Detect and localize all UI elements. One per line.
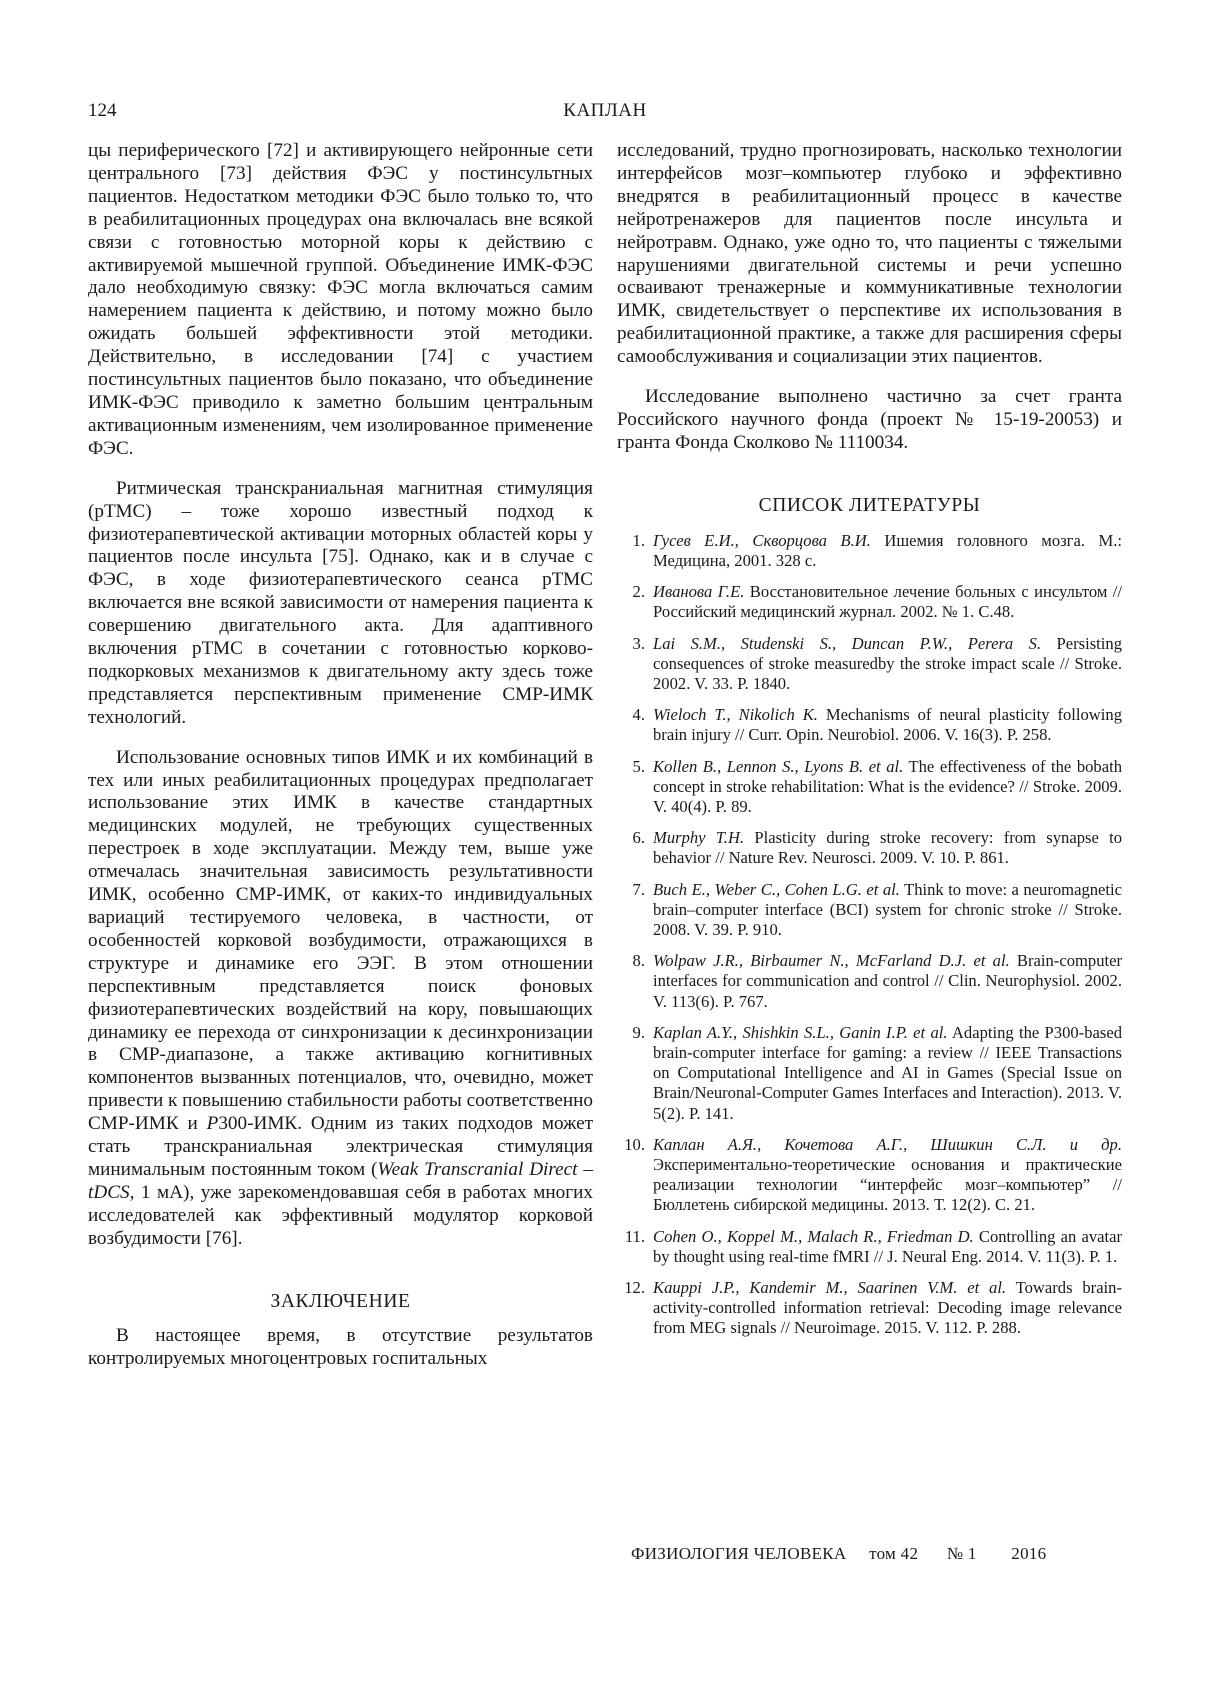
paragraph: исследований, трудно прогнозировать, насколько технологии интерфейсов мозг–компьютер глубоко и эффективно внедрятся в реабилитационный процесс в качестве нейротренажеров для пациентов после инсульта и нейротравм. Однако, уже одно то, что пациенты с тяжелыми нарушениями двигательной системы и речи успешно осваивают тренажерные и коммуникативные технологии ИМК, свидетельствует о перспективе их использования в реабилитационной практике, а также для расширения сферы самообслуживания и социализации этих пациентов.: [617, 140, 1122, 368]
paragraph: цы периферического [72] и активирующего нейронные сети центрального [73] действия ФЭС у постинсультных пациентов. Недостатком методики ФЭС было только то, что в реабилитационных процедурах она включалась вне всякой связи с готовностью моторной коры к действию с активируемой мышечной группой. Объединение ИМК-ФЭС дало необходимую связку: ФЭС могла включаться самим намерением пациента к действию, и потому можно было ожидать большей эффективности этой методики. Действительно, в исследовании [74] с участием постинсультных пациентов было показано, что объединение ИМК-ФЭС приводило к заметно большим центральным активационным изменениям, чем изолированное применение ФЭС.: [88, 140, 593, 459]
reference-authors: Иванова Г.Е.: [653, 582, 745, 602]
reference-text: Persisting consequences of stroke measuredby the stroke impact scale // Stroke. 2002. V. 33. P. 1840.: [653, 633, 1123, 693]
reference-item: [617, 531, 1122, 571]
reference-item: [617, 1023, 1122, 1124]
paragraph-text: Использование основных типов ИМК и их комбинаций в тех или иных реабилитационных процедурах предполагает использование этих ИМК в качестве стандартных медицинских модулей, не требующих существенных перестроек в ходе эксплуатации. Между тем, выше уже отмечалась значительная зависимость результативности ИМК, особенно СМР-ИМК, от каких-то индивидуальных вариаций тестируемого человека, в частности, от особенностей корковой возбудимости, отражающихся в структуре и динамике его ЭЭГ. В этом отношении перспективным представляется поиск фоновых физиотерапевтических воздействий на кору, повышающих динамику ее перехода от синхронизации к десинхронизации в СМР-диапазоне, а также активацию когнитивных компонентов вызванных потенциалов, что, очевидно, может привести к повышению стабильности работы соответственно СМР-ИМК и: [88, 746, 593, 1135]
reference-number: 8.: [632, 951, 645, 971]
page-header: [88, 100, 1122, 126]
journal-volume: том 42: [869, 1544, 919, 1563]
reference-item: [617, 1135, 1122, 1216]
reference-number: 6.: [632, 828, 645, 848]
paragraph-italic: Р: [206, 1113, 219, 1135]
reference-authors: Гусев Е.И., Скворцова В.И.: [653, 530, 871, 550]
reference-item: [617, 757, 1122, 818]
reference-number: 10.: [624, 1134, 645, 1154]
reference-number: 11.: [624, 1226, 645, 1246]
reference-authors: Wolpaw J.R., Birbaumer N., McFarland D.J. et al.: [653, 951, 1010, 971]
paragraph: Ритмическая транскраниальная магнитная стимуляция (рТМС) – тоже хорошо известный подход к физиотерапевтической активации моторных областей коры у пациентов после инсульта [75]. Однако, как и в случае с ФЭС, в ходе физиотерапевтического сеанса рТМС включается вне всякой зависимости от намерения пациента к совершению двигательного акта. Для адаптивного включения рТМС в сочетании с готовностью корково-подкорковых механизмов к двигательному акту здесь тоже представляется перспективным применение СМР-ИМК технологий.: [88, 477, 593, 728]
reference-text: Plasticity during stroke recovery: from synapse to behavior // Nature Rev. Neurosci. 2009. V. 10. P. 861.: [653, 828, 1122, 868]
reference-text: Think to move: a neuromagnetic brain–computer interface (BCI) system for chronic stroke // Stroke. 2008. V. 39. P. 910.: [653, 879, 1122, 940]
reference-text: Ишемия головного мозга. М.: Медицина, 2001. 328 с.: [653, 530, 1123, 570]
section-heading-conclusion: ЗАКЛЮЧЕНИЕ: [270, 1290, 411, 1312]
reference-text: Towards brain-activity-controlled information retrieval: Decoding image relevance from MEG signals // Neuroimage. 2015. V. 112. P. 288.: [653, 1278, 1122, 1338]
reference-authors: Kollen B., Lennon S., Lyons B. et al.: [653, 756, 904, 776]
reference-text: Controlling an avatar by thought using real-time fMRI // J. Neural Eng. 2014. V. 11(3). P. 1.: [653, 1226, 1122, 1266]
reference-item: [617, 951, 1122, 1012]
reference-number: 5.: [632, 756, 645, 776]
paragraph: [88, 747, 593, 1251]
journal-year: 2016: [1011, 1544, 1047, 1563]
reference-authors: Каплан А.Я., Кочетова А.Г., Шишкин С.Л. и др.: [653, 1134, 1122, 1154]
reference-list: [617, 531, 1122, 1339]
reference-authors: Kauppi J.P., Kandemir M., Saarinen V.M. et al.: [653, 1278, 1007, 1298]
reference-number: 12.: [624, 1278, 645, 1298]
reference-authors: Buch E., Weber C., Cohen L.G. et al.: [653, 879, 900, 899]
left-column: [88, 140, 593, 1387]
reference-text: The effectiveness of the bobath concept in stroke rehabilitation: What is the evidence? // Stroke. 2009. V. 40(4). P. 89.: [653, 756, 1122, 817]
reference-text: Экспериментально-теоретические основания и практические реализации технологии “интерфейс мозг–компьютер” // Бюллетень сибирской медицины. 2013. Т. 12(2). С. 21.: [653, 1155, 1122, 1215]
reference-item: [617, 582, 1122, 622]
reference-text: Восстановительное лечение больных с инсультом // Российский медицинский журнал. 2002. № 1. С.48.: [653, 582, 1123, 622]
running-head: КАПЛАН: [563, 100, 647, 121]
reference-authors: Lai S.M., Studenski S., Duncan P.W., Perera S.: [653, 633, 1042, 653]
right-column: [617, 140, 1122, 1350]
reference-number: 9.: [632, 1022, 645, 1042]
paragraph-text: 300-ИМК. Одним из таких подходов может стать транскраниальная электрическая стимуляция минимальным постоянным током (: [88, 1113, 593, 1180]
reference-number: 3.: [632, 633, 645, 653]
reference-text: Adapting the P300-based brain-computer interface for gaming: a review // IEEE Transactions on Computational Intelligence and AI in Games (Special Issue on Brain/Neuronal-Computer Games Interfaces and Interaction). 2013. V. 5(2). P. 141.: [653, 1022, 1122, 1123]
journal-issue: № 1: [946, 1544, 977, 1563]
section-heading-references: СПИСОК ЛИТЕРАТУРЫ: [758, 494, 981, 516]
reference-number: 2.: [632, 582, 645, 602]
page-number: 124: [88, 100, 117, 121]
reference-item: [617, 634, 1122, 695]
reference-item: [617, 880, 1122, 941]
reference-text: Brain-computer interfaces for communication and control // Clin. Neurophysiol. 2002. V. 113(6). P. 767.: [653, 951, 1122, 1011]
reference-text: Mechanisms of neural plasticity following brain injury // Curr. Opin. Neurobiol. 2006. V. 16(3). P. 258.: [653, 705, 1122, 745]
acknowledgement: Исследование выполнено частично за счет гранта Российского научного фонда (проект № 15-19-20053) и гранта Фонда Сколково № 1110034.: [617, 386, 1122, 453]
paragraph-text: , 1 мА), уже зарекомендовавшая себя в работах многих исследователей как эффективный модулятор корковой возбудимости [76].: [88, 1181, 593, 1249]
page-footer: [631, 1544, 1091, 1564]
reference-authors: Kaplan A.Y., Shishkin S.L., Ganin I.P. et al.: [653, 1022, 948, 1042]
reference-item: [617, 828, 1122, 868]
journal-title: ФИЗИОЛОГИЯ ЧЕЛОВЕКА: [631, 1544, 847, 1563]
reference-number: 1.: [632, 530, 645, 550]
reference-authors: Wieloch T., Nikolich K.: [653, 705, 818, 725]
reference-item: [617, 1227, 1122, 1267]
paragraph: В настоящее время, в отсутствие результатов контролируемых многоцентровых госпитальных: [88, 1324, 593, 1369]
reference-authors: Murphy T.H.: [653, 828, 745, 848]
paragraph-italic: Weak Transcranial Direct – tDCS: [88, 1158, 593, 1203]
reference-item: [617, 705, 1122, 745]
reference-item: [617, 1278, 1122, 1339]
reference-number: 7.: [632, 879, 645, 899]
reference-authors: Cohen O., Koppel M., Malach R., Friedman D.: [653, 1226, 974, 1246]
reference-number: 4.: [632, 705, 645, 725]
